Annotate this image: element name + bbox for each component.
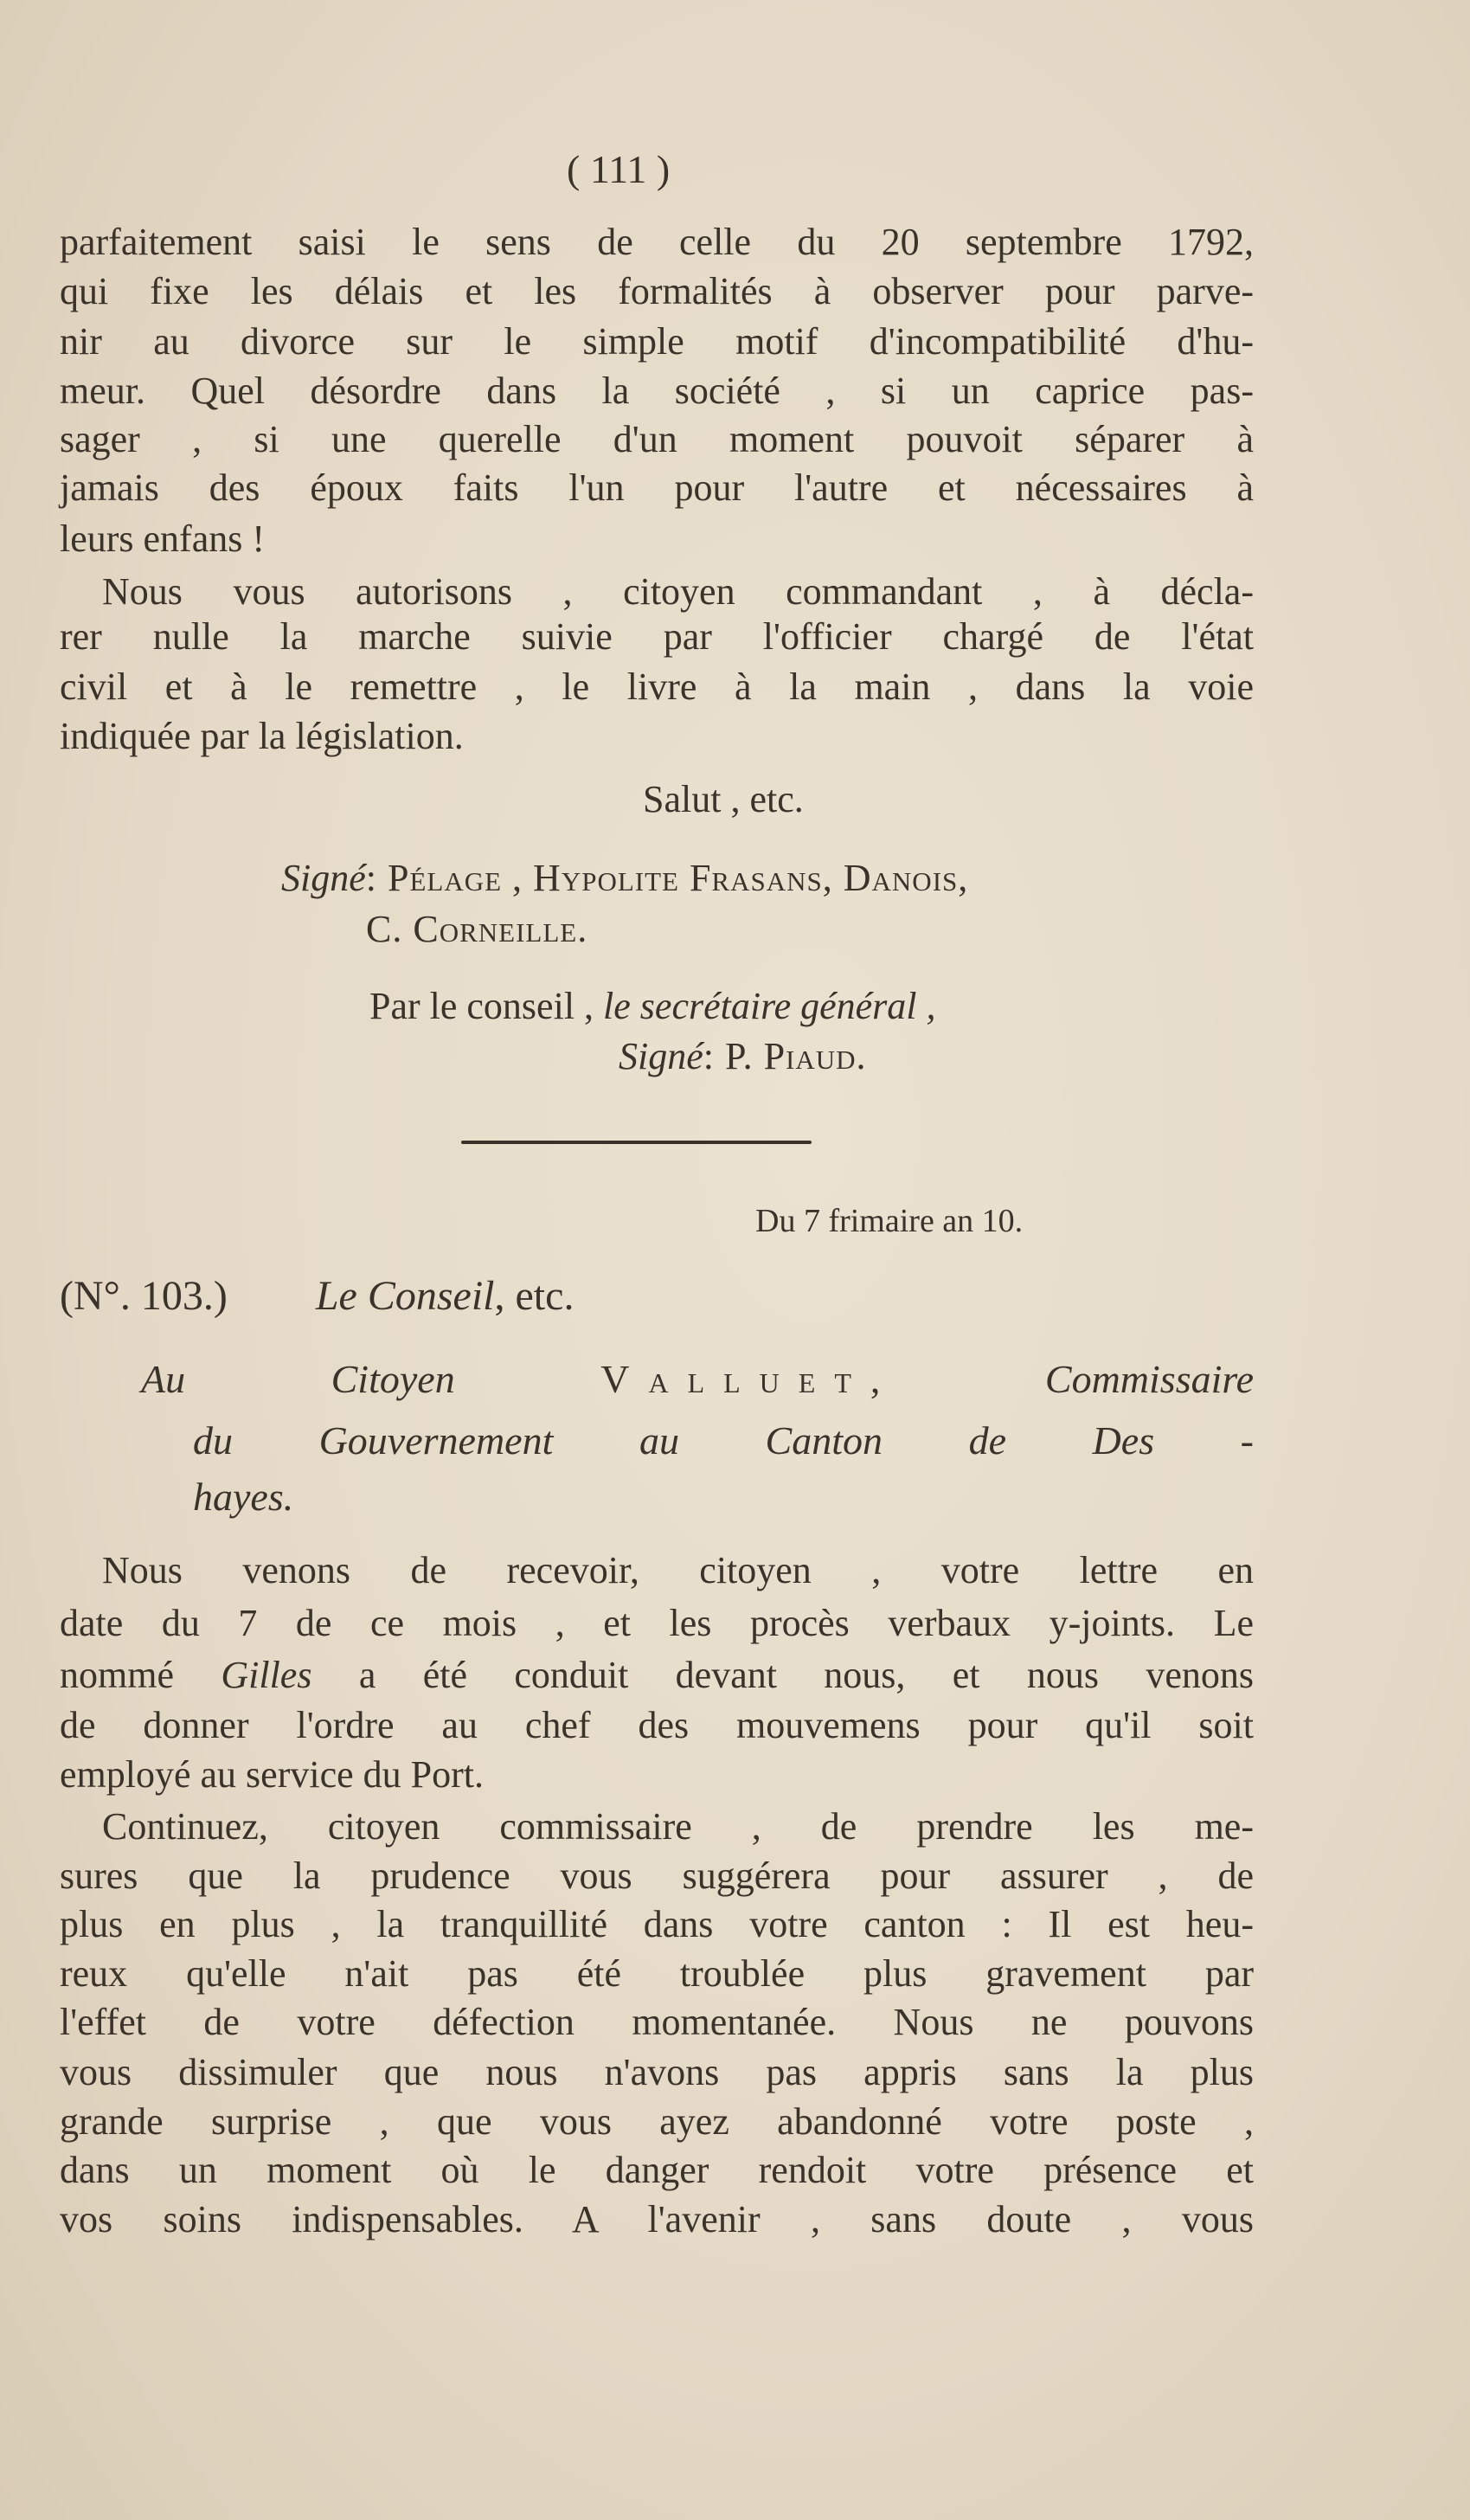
text-line: leurs enfans ! — [60, 518, 266, 560]
text-line: civil et à le remettre , le livre à la main , dans la voie — [60, 665, 1254, 708]
text-line: dans un moment où le danger rendoit votre présence et — [60, 2149, 1254, 2191]
text-line: l'effet de votre défection momentanée. Nous ne pouvons — [60, 2001, 1254, 2043]
text-line: Nous venons de recevoir, citoyen , votre lettre en — [102, 1549, 1254, 1591]
signe-label: Signé — [619, 1035, 703, 1077]
text-line: employé au service du Port. — [60, 1753, 484, 1796]
text-line: rer nulle la marche suivie par l'officier chargé de l'état — [60, 615, 1254, 658]
text-line: date du 7 de ce mois , et les procès verbaux y-joints. Le — [60, 1602, 1254, 1644]
par-le-conseil: Par le conseil , — [369, 985, 594, 1027]
text-segment: nommé — [60, 1654, 174, 1696]
text-line: vos soins indispensables. A l'avenir , sans doute , vous — [60, 2198, 1254, 2240]
text-line: jamais des époux faits l'un pour l'autre et nécessaires à — [60, 466, 1254, 509]
signe-label: Signé — [281, 857, 366, 899]
text-line: sures que la prudence vous suggérera pour assurer , de — [60, 1855, 1254, 1897]
text-line: reux qu'elle n'ait pas été troublée plus gravement par — [60, 1952, 1254, 1995]
entry-date: Du 7 frimaire an 10. — [755, 1203, 1024, 1239]
text-line: de donner l'ordre au chef des mouvemens pour qu'il soit — [60, 1704, 1254, 1746]
page-number: ( 111 ) — [567, 147, 671, 191]
section-divider — [461, 1141, 812, 1144]
entry-heading-suffix: , etc. — [494, 1273, 575, 1319]
text-line: meur. Quel désordre dans la société , si un caprice pas- — [60, 370, 1254, 412]
addressee-line: hayes. — [193, 1475, 294, 1519]
text-line: indiquée par la législation. — [60, 715, 464, 757]
signatory-corneille: C. Corneille. — [366, 908, 588, 950]
text-line: grande surprise , que vous ayez abandonné votre poste , — [60, 2100, 1254, 2143]
secretaire-name: : P. Piaud. — [703, 1035, 867, 1077]
name-gilles: Gilles — [221, 1654, 312, 1696]
addressee-line: du Gouvernement au Canton de Des - — [193, 1418, 1254, 1462]
text-segment: a été conduit devant nous, et nous venons — [358, 1654, 1255, 1696]
text-line: vous dissimuler que nous n'avons pas appris sans la plus — [60, 2051, 1254, 2093]
text-line: nir au divorce sur le simple motif d'incompatibilité d'hu- — [60, 320, 1254, 363]
entry-number: (N°. 103.) — [60, 1273, 228, 1319]
text-line: Continuez, citoyen commissaire , de prendre les me- — [102, 1805, 1254, 1848]
entry-heading: Le Conseil — [315, 1273, 495, 1319]
text-line: plus en plus , la tranquillité dans votre canton : Il est heu- — [60, 1903, 1254, 1945]
addressee-name: Valluet, — [600, 1357, 900, 1401]
text-line: Nous vous autorisons , citoyen commandant , à décla- — [102, 570, 1254, 613]
signatories: : Pélage , Hypolite Frasans, Danois, — [365, 857, 969, 899]
addressee-title: Commissaire — [1044, 1357, 1255, 1401]
entry-header — [60, 1271, 574, 1321]
secretaire-title: le secrétaire général , — [603, 985, 936, 1027]
addressee-prefix: Au Citoyen — [141, 1357, 455, 1401]
text-line: sager , si une querelle d'un moment pouvoit séparer à — [60, 418, 1254, 460]
text-line: parfaitement saisi le sens de celle du 20 septembre 1792, — [60, 221, 1254, 263]
salutation: Salut , etc. — [643, 778, 804, 820]
text-line: qui fixe les délais et les formalités à observer pour parve- — [60, 270, 1254, 312]
